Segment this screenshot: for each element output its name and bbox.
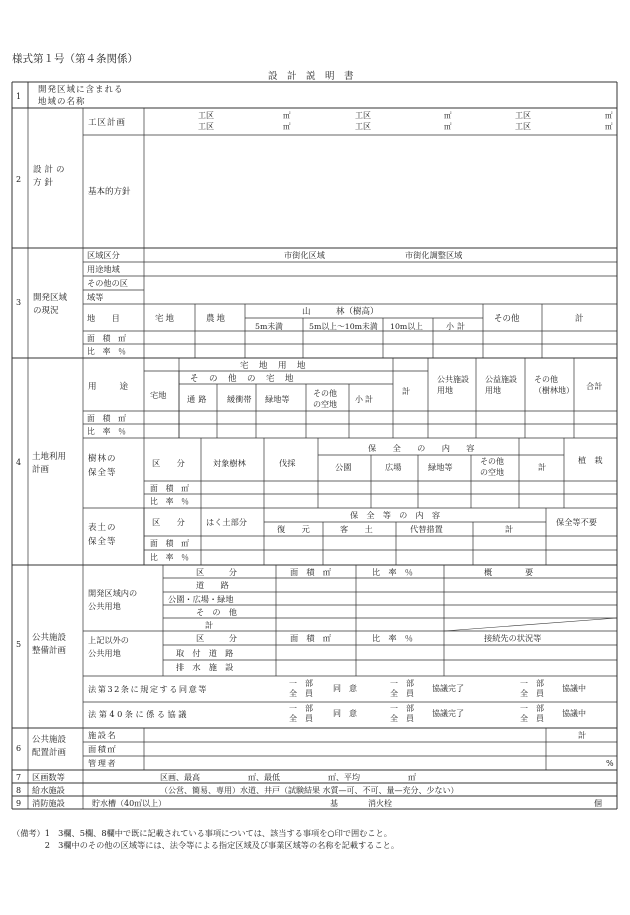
road-row: 道 路 (196, 580, 229, 590)
facility-name-label: 施設名 (88, 730, 118, 740)
row9-label: 消防施設 (32, 798, 65, 808)
total-row-5: 計 (205, 620, 214, 630)
other-forest-col: その他（樹林地） (534, 375, 574, 395)
row1-label: 開発区域に含まれる地域の名称 (38, 85, 124, 107)
takuchi-yochi-header: 宅 地 用 地 (240, 361, 307, 371)
area-label-4: 面 積 ㎡ (87, 414, 126, 423)
topsoil-conservation-label: 表土の保全等 (88, 523, 117, 547)
zenin3-law40: 全 員 (520, 714, 544, 723)
law40-label: 法第40条に係る協議 (88, 709, 189, 719)
manager-label: 管理者 (88, 758, 118, 768)
row2-label: 設計の方針 (33, 165, 68, 188)
kyogichu-law32: 協議中 (562, 684, 586, 693)
subtotal-col-4: 小計 (355, 395, 375, 404)
area-label: 面 積 ㎡ (87, 334, 126, 343)
green-col: 緑地等 (265, 394, 290, 404)
kouku-unit: 工区 (198, 122, 214, 131)
row2-no: 2 (16, 175, 22, 184)
other-col: その他 (494, 314, 520, 324)
area-5b: 面 積 ㎡ (290, 633, 331, 643)
other-open-col-2: その他の空地 (480, 457, 504, 477)
ratio-label-forest: 比 率 ％ (150, 497, 189, 506)
zenin-law32: 全 員 (289, 689, 313, 698)
kanryo-law32: 協議完了 (432, 684, 464, 693)
kuiki-kubun-label: 区域区分 (87, 250, 120, 260)
total-col-4: 計 (402, 386, 411, 396)
law32-label: 法第32条に規定する同意等 (88, 684, 208, 694)
remark-2: 2 3欄中のその他の区域等には、法令等による指定区域及び事業区域等の名称を記載すること。 (12, 840, 400, 850)
drainage-row: 排 水 施 設 (176, 662, 234, 672)
row3-no: 3 (16, 298, 22, 307)
target-forest-col: 対象樹林 (213, 458, 246, 468)
row9-tank: 貯水槽（40㎥以上） (92, 799, 167, 808)
ichibu3-law32: 一 部 (520, 679, 544, 688)
row8-label: 給水施設 (32, 785, 65, 795)
shigaika-kuiki: 市街化区域 (284, 250, 325, 260)
ratio-label-topsoil: 比 率 ％ (150, 553, 189, 562)
row7-label: 区画数等 (32, 772, 65, 782)
area-label-forest: 面 積 ㎡ (150, 484, 189, 493)
area-unit: ㎡ (605, 111, 613, 120)
ratio-label-4: 比 率 ％ (87, 427, 126, 436)
area-label-topsoil: 面 積 ㎡ (150, 539, 189, 548)
restoration-col: 復 元 (277, 524, 310, 534)
kouku-unit: 工区 (198, 111, 214, 120)
area-unit: ㎡ (605, 122, 613, 131)
ichibu3-law40: 一 部 (520, 704, 544, 713)
chimoku-label: 地 目 (87, 313, 120, 323)
kyogichu-law40: 協議中 (562, 709, 586, 718)
total-col-forest: 計 (538, 462, 547, 472)
other-area-label: その他の区域等 (87, 278, 128, 302)
area-unit: ㎡ (283, 111, 291, 120)
row4-no: 4 (16, 458, 22, 467)
doui-law40: 同 意 (333, 709, 357, 718)
sanrin-col: 山 林（樹高） (302, 307, 379, 317)
square-col: 広場 (385, 462, 402, 472)
zenin3-law32: 全 員 (520, 689, 544, 698)
row7-content: 区画、最高 ㎡、最低 ㎡、平均 ㎡ (160, 773, 416, 782)
area-5: 面 積 ㎡ (290, 567, 331, 577)
cutting-col: 伐採 (279, 458, 296, 468)
doui-law32: 同 意 (333, 684, 357, 693)
other-open-col: その他の空地 (313, 389, 337, 409)
row9-unit-count: 個 (594, 799, 602, 808)
benefit-facility-col: 公益施設用地 (485, 375, 517, 395)
remark-1: （備考）1 3欄、5欄、8欄中で既に記載されている事項については、該当する事項を○印で囲むこと。 (12, 828, 392, 838)
no-conservation-col: 保全等不要 (556, 517, 597, 527)
external-public-land-label: 上記以外の公共用地 (88, 635, 129, 658)
ratio-5b: 比 率 ％ (372, 633, 413, 643)
access-road-row: 取 付 道 路 (176, 648, 234, 658)
park-col: 公園 (335, 462, 352, 472)
doc-title: 設 計 説 明 書 (268, 71, 354, 82)
row6-no: 6 (16, 744, 22, 753)
zenin2-law40: 全 員 (390, 714, 414, 723)
kihon-hoshin-label: 基本的方針 (88, 187, 131, 197)
takuchi-col: 宅地 (155, 314, 177, 324)
row1-no: 1 (16, 92, 22, 101)
row6-label: 公共施設配置計画 (32, 735, 67, 758)
remarks (12, 827, 399, 851)
grand-total-col: 合計 (586, 381, 603, 391)
kouku-unit: 工区 (515, 111, 531, 120)
planting-col: 植 栽 (578, 455, 603, 465)
kubun-label-2: 区 分 (152, 517, 185, 527)
row3-label: 開発区域の現況 (33, 293, 68, 316)
row9-hydrant: 消火栓 (368, 799, 392, 808)
park-row: 公園・広場・緑地 (168, 594, 234, 604)
ichibu-law32: 一 部 (289, 679, 313, 688)
use-label: 用 途 (88, 382, 131, 392)
ratio-label: 比 率 ％ (87, 347, 126, 356)
buffer-col: 緩衝帯 (227, 394, 252, 404)
form-id: 様式第１号（第４条関係） (12, 53, 138, 65)
green-area-col: 緑地等 (428, 462, 453, 472)
kouku-plan-label: 工区計画 (88, 118, 127, 128)
row9-unit-base: 基 (330, 799, 338, 808)
ichibu2-law40: 一 部 (390, 704, 414, 713)
stripped-soil-col: はく土部分 (206, 517, 247, 527)
percent-6: % (606, 759, 614, 768)
public-facility-col: 公共施設用地 (437, 375, 469, 395)
area-unit: ㎡ (444, 111, 452, 120)
row9-no: 9 (16, 799, 22, 808)
summary-5: 概 要 (484, 567, 534, 577)
passage-col: 通路 (187, 394, 210, 404)
shigaika-chosei-kuiki: 市街化調整区域 (405, 250, 463, 260)
kouku-unit: 工区 (355, 122, 371, 131)
connection-status: 接続先の状況等 (484, 633, 542, 643)
conservation-content-header: 保 全 の 内 容 (368, 443, 475, 453)
ratio-5: 比 率 ％ (372, 567, 413, 577)
facility-area-label: 面積㎡ (88, 744, 118, 754)
height-under5: 5m未満 (255, 322, 283, 331)
ichibu2-law32: 一 部 (390, 679, 414, 688)
zenin-law40: 全 員 (289, 714, 313, 723)
imported-soil-col: 客 土 (340, 524, 373, 534)
ichibu-law40: 一 部 (289, 704, 313, 713)
yoto-chiiki-label: 用途地域 (87, 264, 120, 274)
other-row: そ の 他 (196, 607, 237, 617)
alternative-col: 代替措置 (410, 524, 443, 534)
row4-label: 土地利用計画 (32, 452, 67, 475)
row8-content: （公営、簡易、専用）水道、井戸（試験結果 水質—可、不可、量—充分、少ない） (160, 786, 459, 795)
total-col-topsoil: 計 (505, 524, 514, 534)
kouku-unit: 工区 (515, 122, 531, 131)
forest-conservation-label: 樹林の保全等 (88, 454, 117, 478)
area-unit: ㎡ (283, 122, 291, 131)
height-5to10: 5m以上～10m未満 (309, 322, 378, 331)
internal-public-land-label: 開発区域内の公共用地 (88, 588, 138, 611)
kubun-5b: 区 分 (196, 633, 237, 643)
conservation-content-header-2: 保 全 等 の 内 容 (350, 510, 441, 520)
zenin2-law32: 全 員 (390, 689, 414, 698)
kubun-label: 区 分 (152, 458, 185, 468)
row8-no: 8 (16, 786, 22, 795)
subtotal-col: 小計 (446, 322, 468, 331)
row5-label: 公共施設整備計画 (32, 633, 67, 656)
area-unit: ㎡ (444, 122, 452, 131)
total-6: 計 (578, 730, 587, 740)
row7-no: 7 (16, 773, 22, 782)
nouchi-col: 農地 (206, 314, 228, 324)
row5-no: 5 (16, 640, 22, 649)
total-col: 計 (575, 314, 584, 324)
kouku-unit: 工区 (355, 111, 371, 120)
takuchi-col-4: 宅地 (150, 390, 167, 400)
height-over10: 10m以上 (390, 322, 423, 331)
other-residential-header: そ の 他 の 宅 地 (190, 374, 295, 384)
kanryo-law40: 協議完了 (432, 709, 464, 718)
kubun-5: 区 分 (196, 567, 237, 577)
